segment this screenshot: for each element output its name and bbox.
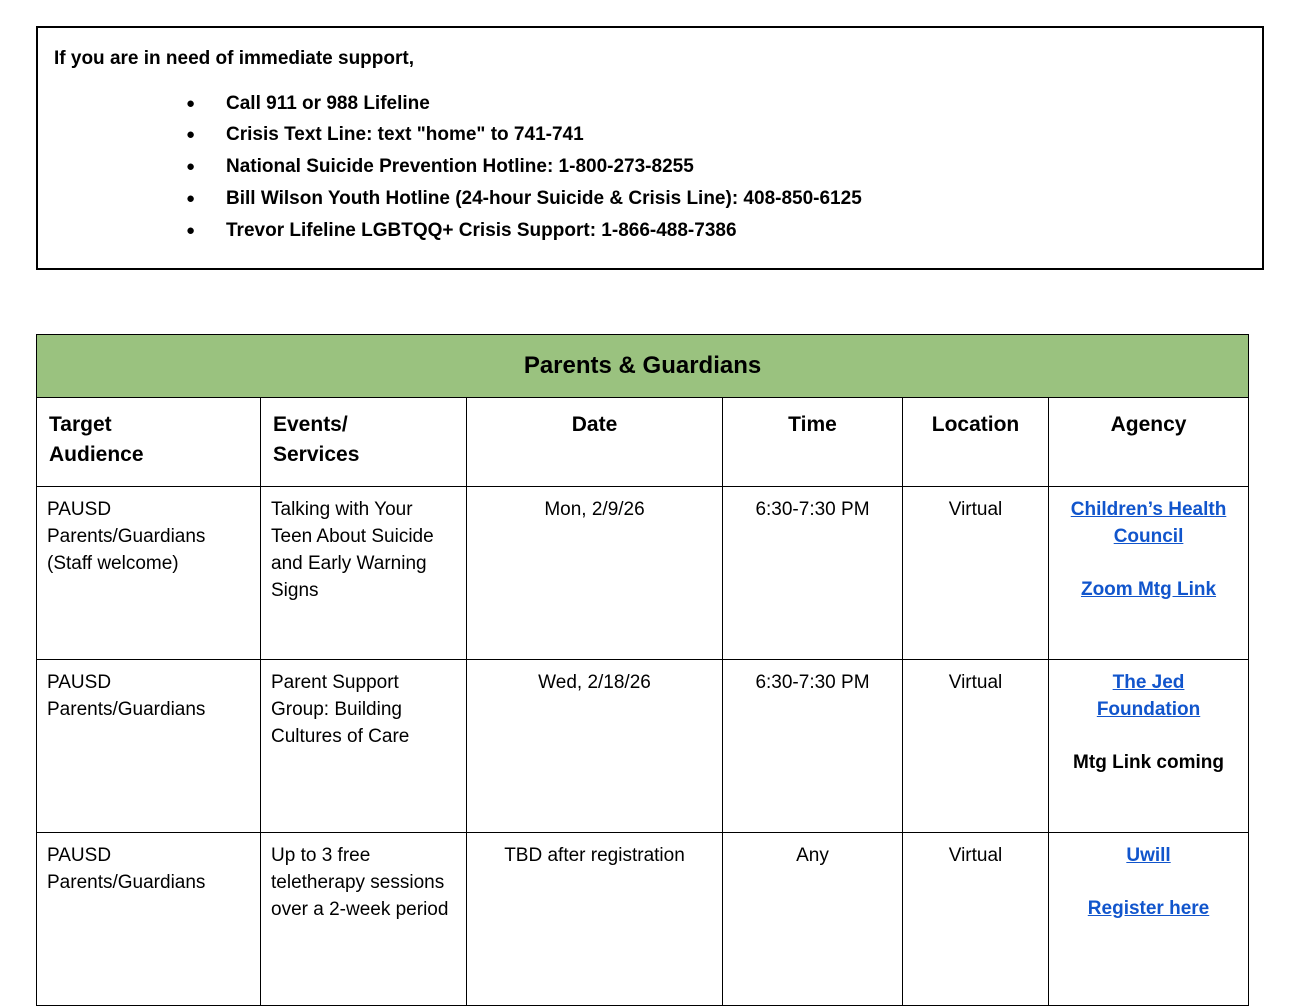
cell-target-audience: PAUSD Parents/Guardians [37, 659, 261, 832]
cell-time: Any [723, 832, 903, 1005]
cell-target-audience: PAUSD Parents/Guardians [37, 832, 261, 1005]
parents-guardians-schedule-table [36, 334, 1249, 1006]
column-header-target-audience [37, 398, 261, 487]
cell-date: Wed, 2/18/26 [467, 659, 723, 832]
cell-event-service: Talking with Your Teen About Suicide and Early Warning Signs [261, 486, 467, 659]
table-banner-title: Parents & Guardians [37, 335, 1249, 398]
table-row [37, 659, 1249, 832]
cell-event-service: Up to 3 free teletherapy sessions over a 2-week period [261, 832, 467, 1005]
column-header-events-line1: Events/ [273, 413, 348, 437]
table-banner-row [37, 335, 1249, 398]
cell-time: 6:30-7:30 PM [723, 659, 903, 832]
list-item: ● Crisis Text Line: text "home" to 741-741 [186, 119, 1242, 151]
cell-agency [1049, 832, 1249, 1005]
list-item: ● National Suicide Prevention Hotline: 1-800-273-8255 [186, 151, 1242, 183]
cell-agency [1049, 486, 1249, 659]
cell-time: 6:30-7:30 PM [723, 486, 903, 659]
agency-link-secondary[interactable]: Register here [1087, 897, 1210, 919]
table-row [37, 486, 1249, 659]
agency-meeting-link-note: Mtg Link coming [1073, 751, 1224, 773]
cell-location: Virtual [903, 832, 1049, 1005]
column-header-agency: Agency [1049, 398, 1249, 487]
cell-date: TBD after registration [467, 832, 723, 1005]
support-resource-list [52, 88, 1242, 247]
cell-location: Virtual [903, 659, 1049, 832]
agency-link-primary[interactable]: The Jed Foundation [1096, 671, 1201, 720]
cell-agency [1049, 659, 1249, 832]
column-header-time: Time [723, 398, 903, 487]
agency-link-primary[interactable]: Uwill [1126, 844, 1171, 866]
cell-date: Mon, 2/9/26 [467, 486, 723, 659]
support-box-title: If you are in need of immediate support, [54, 48, 414, 69]
column-header-date: Date [467, 398, 723, 487]
cell-event-service: Parent Support Group: Building Cultures of Care [261, 659, 467, 832]
column-header-target-audience-line1: Target [49, 413, 112, 437]
cell-target-audience: PAUSD Parents/Guardians (Staff welcome) [37, 486, 261, 659]
agency-link-primary[interactable]: Children’s Health Council [1070, 498, 1227, 547]
cell-location: Virtual [903, 486, 1049, 659]
table-header-row [37, 398, 1249, 487]
list-item: ● Trevor Lifeline LGBTQQ+ Crisis Support: 1-866-488-7386 [186, 215, 1242, 247]
list-item: ● Bill Wilson Youth Hotline (24-hour Suicide & Crisis Line): 408-850-6125 [186, 183, 1242, 215]
agency-link-secondary[interactable]: Zoom Mtg Link [1080, 578, 1217, 600]
table-row [37, 832, 1249, 1005]
column-header-target-audience-line2: Audience [49, 442, 144, 466]
column-header-events-services [261, 398, 467, 487]
immediate-support-box [36, 26, 1264, 270]
list-item: ● Call 911 or 988 Lifeline [186, 88, 1242, 120]
column-header-events-line2: Services [273, 442, 360, 466]
column-header-location: Location [903, 398, 1049, 487]
